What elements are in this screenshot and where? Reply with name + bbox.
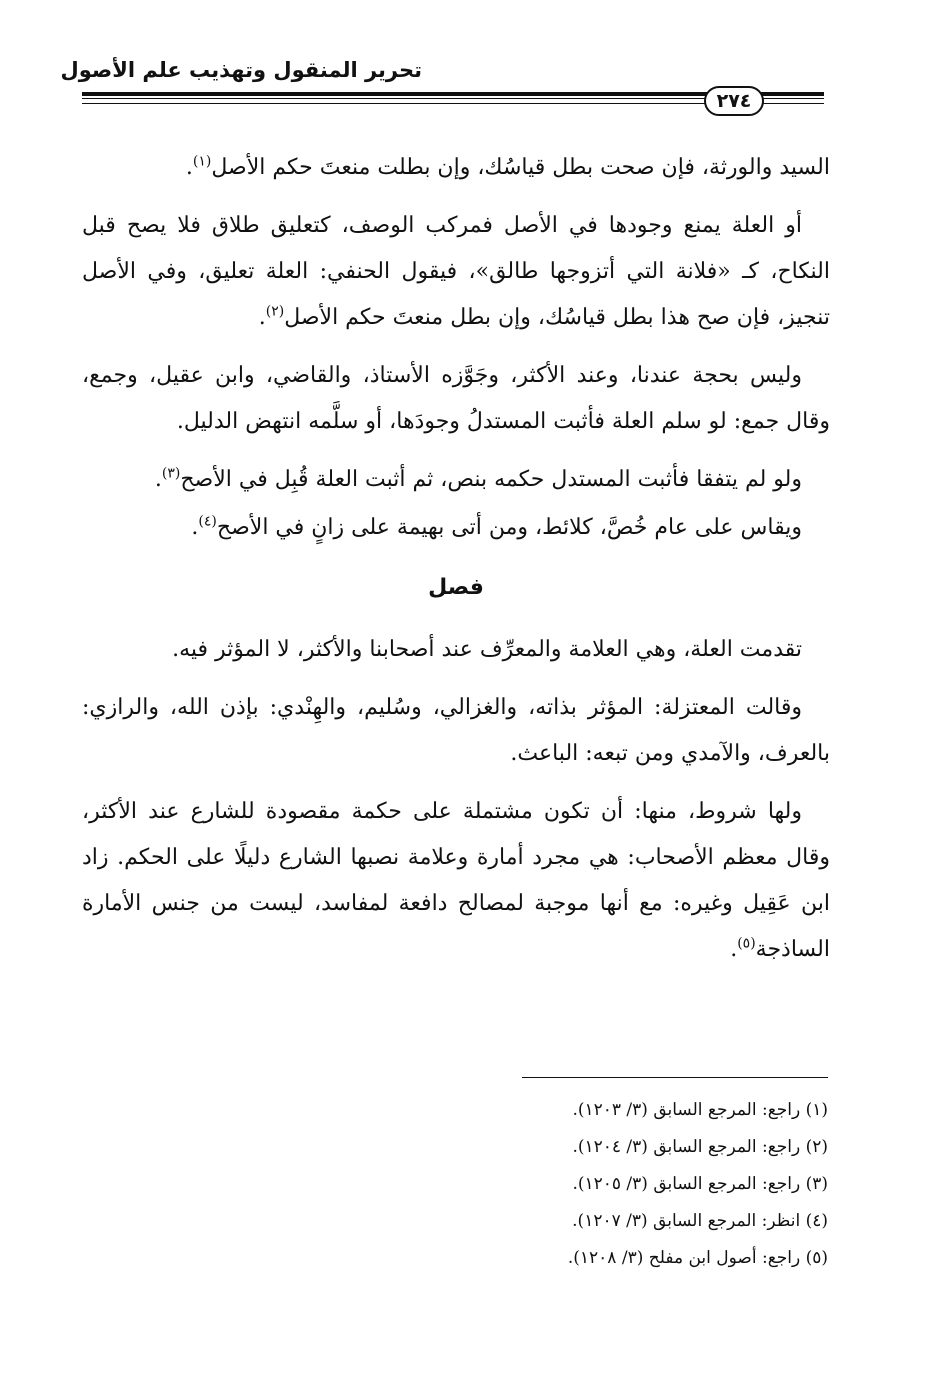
paragraph-3: وليس بحجة عندنا، وعند الأكثر، وجَوَّزه الأستاذ، والقاضي، وابن عقيل، وجمع، وقال جمع: لو سلم العلة فأثبت المستدلُ وجودَها، أو سلَّمه انتهض الدليل.	[82, 363, 830, 434]
paragraph-1: السيد والورثة، فإن صحت بطل قياسُك، وإن بطلت منعتَ حكم الأصل$^{(١)}$.	[185, 153, 830, 180]
paragraph-2: أو العلة يمنع وجودها في الأصل فمركب الوصف، كتعليق طلاق فلا يصح قبل النكاح، كـ «فلانة التي أتزوجها طالق»، فيقول الحنفي: العلة تعليق، وفي الأصل تنجيز، فإن صح هذا بطل قياسُك، وإن بطل منعتَ حكم الأصل$^{(٢)}$.	[82, 213, 830, 330]
footnote-2: (٢) راجع: المرجع السابق (٣/ ١٢٠٤).	[572, 1137, 828, 1157]
paragraph-4: ولو لم يتفقا فأثبت المستدل حكمه بنص، ثم أثبت العلة قُبِل في الأصح$^{(٣)}$.	[154, 465, 802, 492]
footnote-4: (٤) انظر: المرجع السابق (٣/ ١٢٠٧).	[572, 1211, 828, 1231]
page-number: ٢٧٤	[704, 86, 764, 116]
paragraph-5: ويقاس على عام خُصَّ، كلائط، ومن أتى بهيمة على زانٍ في الأصح$^{(٤)}$.	[191, 513, 802, 540]
running-header-title: تحرير المنقول وتهذيب علم الأصول	[60, 58, 422, 82]
footnote-ref-3[interactable]: (٣)	[161, 465, 181, 482]
footnote-ref-1[interactable]: (١)	[192, 153, 212, 170]
footnotes	[300, 1092, 828, 1277]
footnote-5: (٥) راجع: أصول ابن مفلح (٣/ ١٢٠٨).	[567, 1248, 828, 1268]
footnote-separator	[522, 1077, 828, 1078]
section-heading: فصل	[428, 575, 484, 600]
paragraph-8: ولها شروط، منها: أن تكون مشتملة على حكمة مقصودة للشارع عند الأكثر، وقال معظم الأصحاب: هي مجرد أمارة وعلامة نصبها الشارع دليلًا على الحكم. زاد ابن عَقِيل وغيره: مع أنها موجبة لمصالح دافعة لمفاسد، ليست من جنس الأمارة الساذجة$^{(٥)}$.	[82, 799, 830, 962]
main-text	[82, 145, 830, 985]
footnote-ref-4[interactable]: (٤)	[198, 513, 217, 530]
footnote-ref-5[interactable]: (٥)	[737, 935, 756, 952]
footnote-1: (١) راجع: المرجع السابق (٣/ ١٢٠٣).	[572, 1100, 828, 1120]
footnote-ref-2[interactable]: (٢)	[265, 303, 285, 320]
paragraph-7: وقالت المعتزلة: المؤثر بذاته، والغزالي، وسُليم، والهِنْدي: بإذن الله، والرازي: بالعرف، والآمدي ومن تبعه: الباعث.	[82, 695, 830, 766]
paragraph-6: تقدمت العلة، وهي العلامة والمعرِّف عند أصحابنا والأكثر، لا المؤثر فيه.	[172, 637, 802, 662]
footnote-3: (٣) راجع: المرجع السابق (٣/ ١٢٠٥).	[572, 1174, 828, 1194]
